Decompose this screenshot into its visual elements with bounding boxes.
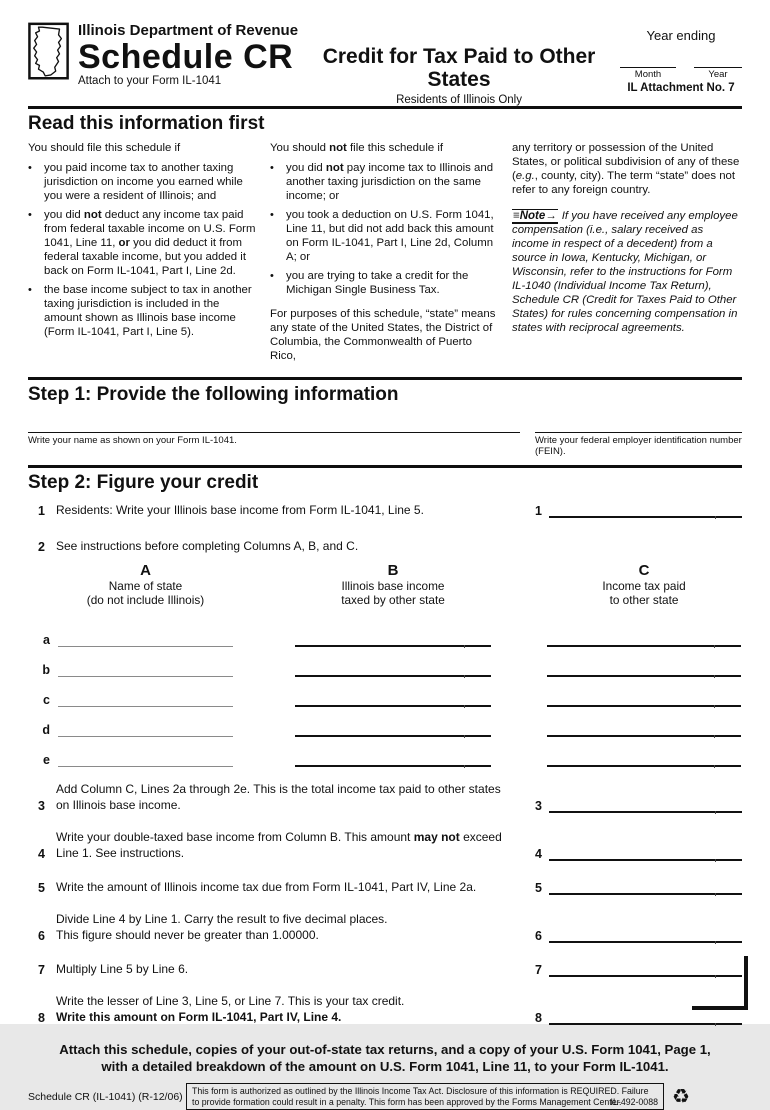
column-letter: C	[638, 562, 650, 579]
note-icon: ≡Note→	[513, 210, 557, 222]
bullet-icon: •	[270, 162, 274, 174]
line-number: 6	[38, 929, 45, 943]
list-item	[270, 161, 500, 203]
row-letter: b	[42, 663, 50, 677]
year-field	[694, 57, 742, 80]
line-5-amount-input[interactable]	[549, 877, 742, 895]
line-2	[28, 538, 742, 554]
column-title: Income tax paid	[602, 579, 686, 593]
list-item	[28, 208, 258, 278]
list-item	[28, 283, 258, 339]
step1-heading: Step 1: Provide the following information	[28, 384, 399, 405]
year-label: Year	[708, 69, 728, 80]
read-first-col2	[270, 141, 500, 369]
column-title: Illinois base income	[341, 579, 445, 593]
line-number: 3	[38, 799, 45, 813]
row-d-tax-paid-input[interactable]	[547, 731, 741, 737]
document-number: IL-492-0088	[610, 1096, 658, 1107]
bullet-icon: •	[28, 284, 32, 296]
row-a-tax-paid-input[interactable]	[547, 641, 741, 647]
title-block	[78, 22, 298, 88]
line-5-answer	[535, 877, 742, 895]
column-subtitle: (do not include Illinois)	[86, 593, 205, 607]
fein-input[interactable]	[535, 432, 742, 433]
list-item	[270, 269, 500, 297]
agency-name: Illinois Department of Revenue	[78, 22, 299, 39]
answer-number: 3	[535, 799, 542, 813]
line-6-amount-input[interactable]	[549, 925, 742, 943]
line-number: 2	[38, 540, 45, 554]
row-b-state-input[interactable]	[58, 672, 233, 677]
column-title: Name of state	[108, 579, 183, 593]
year-ending-label: Year ending	[646, 28, 716, 43]
form-title: Schedule CR	[78, 38, 294, 76]
form-id: Schedule CR (IL-1041) (R-12/06)	[28, 1090, 183, 1103]
residents-note: Residents of Illinois Only	[396, 94, 522, 106]
name-input[interactable]	[28, 432, 520, 433]
table-row	[28, 617, 742, 647]
bullet-text: you did not deduct any income tax paid from federal taxable income on U.S. Form 1041, Line 11, or you did deduct it from federal taxable income, but you added it back on Form IL-1041, Part I, Line 2d.	[44, 209, 256, 277]
row-b-base-income-input[interactable]	[295, 671, 491, 677]
line-6-answer	[535, 925, 742, 943]
table-row	[28, 707, 742, 737]
illinois-state-logo-icon	[28, 22, 70, 82]
note-text: If you have received any employee compensation (i.e., salary received as income in respect of a decedent) from a source in Iowa, Kentucky, Michigan, or Wisconsin, refer to the instructions for Form IL-1040 (Individual Income Tax Return), Schedule CR (Credit for Taxes Paid to Other States) for rules concerning compensation in states with reciprocal agreements.	[512, 210, 738, 334]
attach-instructions-line1: Attach this schedule, copies of your out-of-state tax returns, and a copy of your U.S. Form 1041, Page 1,	[59, 1042, 711, 1057]
form-footer	[28, 1083, 742, 1110]
fein-field-label: Write your federal employer identification number (FEIN).	[535, 435, 742, 457]
line-8	[28, 993, 742, 1025]
list-item	[270, 208, 500, 264]
row-c-tax-paid-input[interactable]	[547, 701, 741, 707]
answer-number: 5	[535, 881, 542, 895]
read-first-col1	[28, 141, 258, 369]
bullet-icon: •	[28, 162, 32, 174]
row-letter: c	[43, 693, 50, 707]
name-field-label: Write your name as shown on your Form IL-1041.	[28, 435, 237, 446]
line-3	[28, 781, 742, 813]
line-text: Write your double-taxed base income from Column B. This amount may not exceed Line 1. See instructions.	[56, 830, 502, 860]
line-6	[28, 911, 742, 943]
column-subtitle: to other state	[609, 593, 679, 607]
line-number: 7	[38, 963, 45, 977]
column-c-header	[547, 562, 741, 607]
bullet-text: you paid income tax to another taxing jurisdiction on income you earned while you were a resident of Illinois; and	[44, 162, 243, 202]
fein-field	[535, 432, 742, 457]
state-definition-continued: any territory or possession of the United States, or political subdivision of any of these (e.g., county, city). The term “state” does not refer to any foreign country.	[512, 142, 740, 196]
column-headers	[28, 562, 742, 607]
step2-heading: Step 2: Figure your credit	[28, 472, 259, 493]
line-7	[28, 959, 742, 977]
row-c-base-income-input[interactable]	[295, 701, 491, 707]
row-letter: a	[43, 633, 50, 647]
column-subtitle: taxed by other state	[341, 593, 445, 607]
row-b-tax-paid-input[interactable]	[547, 671, 741, 677]
form-subtitle: Credit for Tax Paid to Other States	[322, 45, 596, 91]
month-input[interactable]	[620, 57, 676, 68]
col1-intro: You should file this schedule if	[28, 142, 181, 154]
bullet-text: you took a deduction on U.S. Form 1041, Line 11, but did not add back this amount on Form IL-1041, Part I, Line 2d, Column A; or	[286, 209, 494, 263]
section-divider	[28, 377, 742, 380]
row-letter: d	[42, 723, 50, 737]
answer-number: 7	[535, 963, 542, 977]
row-a-state-input[interactable]	[58, 642, 233, 647]
col2-intro: You should not file this schedule if	[270, 142, 444, 154]
line-5	[28, 877, 742, 895]
bullet-icon: •	[270, 209, 274, 221]
answer-number: 4	[535, 847, 542, 861]
line-text: Add Column C, Lines 2a through 2e. This is the total income tax paid to other states on Illinois base income.	[56, 782, 501, 812]
line-number: 1	[38, 504, 45, 518]
row-d-base-income-input[interactable]	[295, 731, 491, 737]
row-e-base-income-input[interactable]	[295, 761, 491, 767]
recycle-icon: ♻	[672, 1085, 690, 1108]
row-c-state-input[interactable]	[58, 702, 233, 707]
year-ending-block	[620, 22, 742, 94]
column-a-header	[58, 562, 233, 607]
year-input[interactable]	[694, 57, 742, 68]
disclosure-text: This form is authorized as outlined by the Illinois Income Tax Act. Disclosure of this information is REQUIRED. Failure to provide formation could result in a penalty. This form has been approved by the Forms Management Center.	[192, 1086, 649, 1107]
attach-instruction: Attach to your Form IL-1041	[78, 75, 222, 87]
line-text: Write the amount of Illinois income tax due from Form IL-1041, Part IV, Line 2a.	[56, 880, 477, 894]
line-text: Multiply Line 5 by Line 6.	[56, 962, 189, 976]
month-label: Month	[634, 69, 662, 80]
row-a-base-income-input[interactable]	[295, 641, 491, 647]
header-divider	[28, 106, 742, 109]
bullet-text: you are trying to take a credit for the Michigan Single Business Tax.	[286, 270, 469, 296]
bullet-text: you did not pay income tax to Illinois and another taxing jurisdiction on the same income; or	[286, 162, 494, 202]
line-1-amount-input[interactable]	[549, 500, 742, 518]
state-definition-text: For purposes of this schedule, “state” means any state of the United States, the District of Columbia, the Commonwealth of Puerto Rico,	[270, 308, 496, 362]
corner-registration-mark	[692, 956, 748, 1010]
bullet-icon: •	[28, 209, 32, 221]
answer-number: 8	[535, 1011, 542, 1025]
bullet-text: the base income subject to tax in another taxing jurisdiction is included in the amount shown as Illinois base income (Form IL-1041, Part I, Line 5).	[44, 284, 252, 338]
line-number: 8	[38, 1011, 45, 1025]
row-d-state-input[interactable]	[58, 732, 233, 737]
line-text: Residents: Write your Illinois base income from Form IL-1041, Line 5.	[56, 503, 424, 517]
line-3-answer	[535, 795, 742, 813]
name-field	[28, 432, 520, 457]
attach-instructions	[28, 1041, 742, 1075]
month-field	[620, 57, 676, 80]
line-1-answer	[535, 500, 742, 518]
answer-number: 1	[535, 504, 542, 518]
form-header	[28, 22, 742, 106]
read-first-col3	[512, 141, 742, 369]
bullet-icon: •	[270, 270, 274, 282]
line-number: 4	[38, 847, 45, 861]
line-number: 5	[38, 881, 45, 895]
table-row	[28, 677, 742, 707]
line-3-amount-input[interactable]	[549, 795, 742, 813]
list-item	[28, 161, 258, 203]
il-attachment-number: IL Attachment No. 7	[627, 82, 735, 94]
step1-fields	[28, 432, 742, 457]
read-first-columns	[28, 141, 742, 369]
line-1	[28, 500, 742, 518]
line-text: Divide Line 4 by Line 1. Carry the result to five decimal places. This figure should never be greater than 1.00000.	[56, 912, 388, 942]
line-text: Write the lesser of Line 3, Line 5, or Line 7. This is your tax credit. Write this amount on Form IL-1041, Part IV, Line 4.	[56, 994, 405, 1024]
column-letter: A	[140, 562, 151, 579]
line-4-amount-input[interactable]	[549, 843, 742, 861]
row-letter: e	[43, 753, 50, 767]
read-first-heading: Read this information first	[28, 113, 265, 134]
section-divider	[28, 465, 742, 468]
row-e-tax-paid-input[interactable]	[547, 761, 741, 767]
line-text: See instructions before completing Columns A, B, and C.	[56, 539, 359, 553]
line-4-answer	[535, 843, 742, 861]
subtitle-block	[298, 22, 620, 106]
note-paragraph	[512, 209, 742, 335]
line-4	[28, 829, 742, 861]
attach-instructions-line2: with a detailed breakdown of the amount on U.S. Form 1041, Line 11, to your Form IL-1041.	[101, 1059, 669, 1074]
answer-number: 6	[535, 929, 542, 943]
column-letter: B	[387, 562, 399, 579]
table-row	[28, 647, 742, 677]
row-e-state-input[interactable]	[58, 762, 233, 767]
column-b-header	[295, 562, 491, 607]
table-row	[28, 737, 742, 767]
disclosure-box	[186, 1083, 664, 1110]
